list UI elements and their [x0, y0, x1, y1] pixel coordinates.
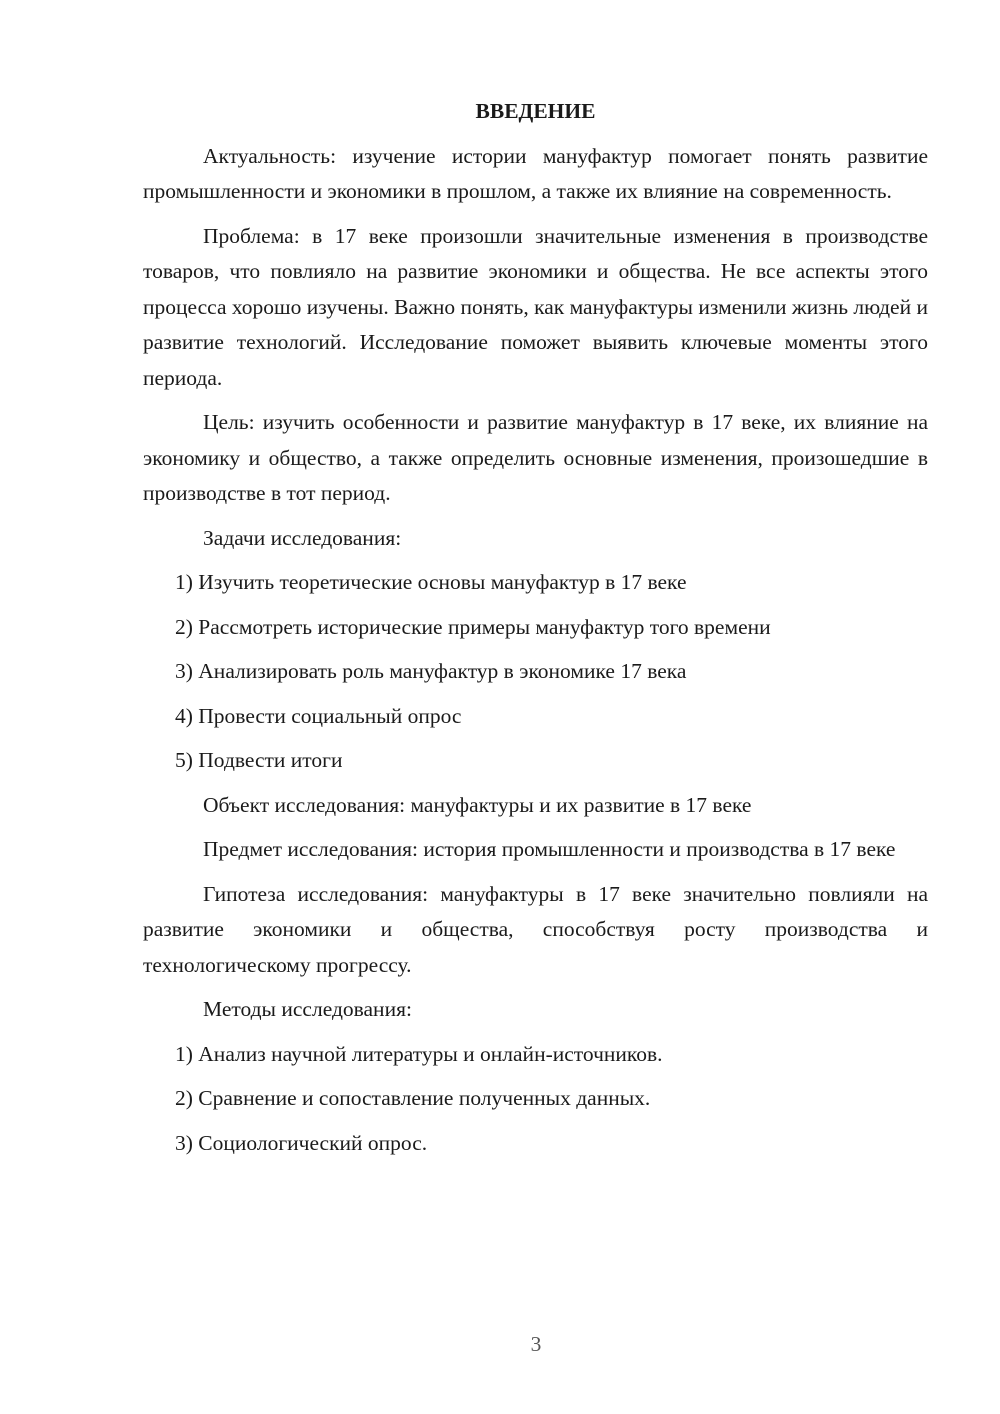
tasks-list	[143, 565, 928, 779]
list-item: 2) Рассмотреть исторические примеры мануфактур того времени	[175, 614, 771, 639]
relevance-paragraph: Актуальность: изучение истории мануфактур помогает понять развитие промышленности и экономики в прошлом, а также их влияние на современность.	[143, 143, 928, 203]
section-title: ВВЕДЕНИЕ	[475, 99, 596, 123]
list-item: 3) Анализировать роль мануфактур в экономике 17 века	[175, 659, 687, 683]
tasks-heading: Задачи исследования:	[203, 525, 402, 550]
page-number: 3	[530, 1332, 542, 1356]
goal-paragraph: Цель: изучить особенности и развитие мануфактур в 17 веке, их влияние на экономику и общество, а также определить основные изменения, произошедшие в производстве в тот период.	[143, 410, 928, 505]
list-item: 4) Провести социальный опрос	[175, 703, 462, 728]
methods-list	[143, 1037, 928, 1162]
hypothesis-paragraph: Гипотеза исследования: мануфактуры в 17 веке значительно повлияли на развитие экономики и общества, способствуя росту производства и технологическому прогрессу.	[143, 881, 928, 977]
problem-paragraph: Проблема: в 17 веке произошли значительные изменения в производстве товаров, что повлияло на развитие экономики и общества. Не все аспекты этого процесса хорошо изучены. Важно понять, как мануфактуры изменили жизнь людей и развитие технологий. Исследование поможет выявить ключевые моменты этого периода.	[143, 223, 928, 390]
subject-paragraph: Предмет исследования: история промышленности и производства в 17 веке	[203, 837, 896, 861]
list-item: 2) Сравнение и сопоставление полученных данных.	[175, 1086, 651, 1110]
list-item: 5) Подвести итоги	[175, 748, 343, 772]
list-item: 1) Анализ научной литературы и онлайн-источников.	[175, 1041, 663, 1066]
list-item: 1) Изучить теоретические основы мануфактур в 17 веке	[175, 570, 687, 594]
object-paragraph: Объект исследования: мануфактуры и их развитие в 17 веке	[203, 792, 752, 817]
page-content	[143, 94, 928, 1170]
list-item: 3) Социологический опрос.	[175, 1130, 428, 1155]
methods-heading: Методы исследования:	[203, 997, 412, 1021]
